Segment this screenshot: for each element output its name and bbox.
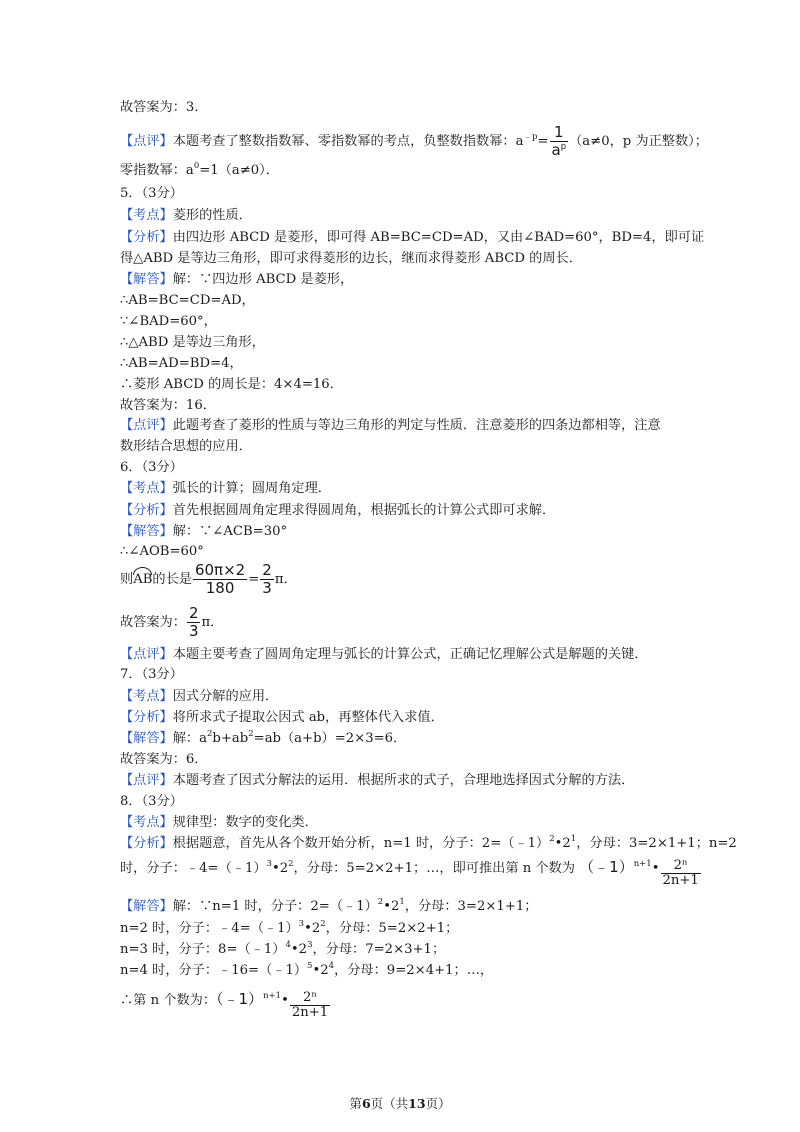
total-pages: 13 <box>408 1096 426 1111</box>
q5-step-3: ∴△ABD 是等边三角形， <box>120 335 265 350</box>
q6-topic: 【考点】弧长的计算；圆周角定理． <box>120 481 331 496</box>
fraction-general-term: $\frac{\text{2ⁿ}}{2n+1}$ <box>662 858 699 888</box>
question-5-header: 5．（3分） <box>120 186 183 201</box>
q5-solution: 【解答】解：∵四边形 ABCD 是菱形， <box>120 272 354 287</box>
q5-step-4: ∴AB=AD=BD=4， <box>120 356 243 371</box>
answer-line-q4: 故答案为：3． <box>120 100 208 115</box>
q6-step-1: ∴∠AOB=60° <box>120 544 204 559</box>
arc-ab: AB <box>133 568 152 589</box>
fraction-arc-formula: $\frac{60\pi\times 2}{180}$ <box>194 561 246 597</box>
q5-step-1: ∴AB=BC=CD=AD， <box>120 293 255 308</box>
q5-comment: 【点评】此题考查了菱形的性质与等边三角形的判定与性质．注意菱形的四条边都相等，注意 <box>120 418 661 433</box>
q8-solution: 【解答】解：∵n=1 时，分子：$2=(﹣1)^2•2^1$，分母：3=2×1+1； <box>120 897 538 914</box>
q5-analysis: 【分析】由四边形 ABCD 是菱形，即可得 AB=BC=CD=AD，又由∠BAD=60°，BD=4，即可证 <box>120 230 705 245</box>
q5-step-2: ∵∠BAD=60°， <box>120 314 217 329</box>
fraction-negative-power: $\frac{1}{a^p}$ <box>551 123 567 159</box>
q7-solution: 【解答】解：$a^2b+ab^2=ab(a+b)=2\times 3=6$． <box>120 729 407 746</box>
q7-comment: 【点评】本题考查了因式分解法的运用．根据所求的式子，合理地选择因式分解的方法． <box>120 773 635 788</box>
question-8-header: 8．（3分） <box>120 794 183 809</box>
fraction-conclusion: $\frac{\text{2ⁿ}}{2n+1}$ <box>291 990 329 1020</box>
q8-analysis-cont: 时，分子：$﹣4=(﹣1)^3•2^2$，分母：5=2×2+1；…，即可推出第 n 个数为 （﹣1）$^{n+1}$• $\frac{\text{2ⁿ}}{2n+1}$ <box>120 858 699 888</box>
question-7-header: 7．（3分） <box>120 667 183 682</box>
q8-topic: 【考点】规律型：数字的变化类． <box>120 815 318 830</box>
zero-power-line: 零指数幂：$a^0=1(a\ne 0)$． <box>120 161 279 178</box>
q5-analysis-cont: 得△ABD 是等边三角形，即可求得菱形的边长，继而求得菱形 ABCD 的周长． <box>120 251 582 266</box>
q6-answer: 故答案为： $\frac{2}{3}$ π． <box>120 604 224 640</box>
comment-tag: 【点评】 <box>120 134 173 149</box>
comment-line-q4: 【点评】本题考查了整数指数幂、零指数幂的考点，负整数指数幂：$a^{﹣p}=$ $\frac{1}{a^p}$ （a≠0，p 为正整数）； <box>120 123 708 159</box>
page-number: 6 <box>361 1096 371 1111</box>
page-footer: 第6页（共13页） <box>349 1096 451 1111</box>
q5-step-5: ∴菱形 ABCD 的周长是：4×4=16． <box>120 377 343 392</box>
q8-step-n3: n=3 时，分子：$8=(﹣1)^4•2^3$，分母：7=2×3+1； <box>120 940 446 957</box>
fraction-two-thirds-answer: $\frac{2}{3}$ <box>188 604 199 640</box>
q6-comment: 【点评】本题主要考查了圆周角定理与弧长的计算公式，正确记忆理解公式是解题的关键． <box>120 647 648 662</box>
question-6-header: 6．（3分） <box>120 460 183 475</box>
q7-answer: 故答案为：6． <box>120 752 208 767</box>
q7-analysis: 【分析】将所求式子提取公因式 ab，再整体代入求值． <box>120 710 444 725</box>
q5-topic: 【考点】菱形的性质． <box>120 208 252 223</box>
q8-step-n2: n=2 时，分子：$﹣4=(﹣1)^3•2^2$，分母：5=2×2+1； <box>120 919 459 936</box>
q6-analysis: 【分析】首先根据圆周角定理求得圆周角，根据弧长的计算公式即可求解． <box>120 503 556 518</box>
q6-solution: 【解答】解：∵∠ACB=30° <box>120 524 288 539</box>
q7-topic: 【考点】因式分解的应用． <box>120 689 279 704</box>
q6-arc-length-line: 则AB的长是 $\frac{60\pi\times 2}{180}$ = $\frac{2}{3}$ π． <box>120 561 297 597</box>
fraction-two-thirds: $\frac{2}{3}$ <box>262 561 272 597</box>
q5-answer: 故答案为：16． <box>120 398 216 413</box>
q8-analysis: 【分析】根据题意，首先从各个数开始分析，n=1 时，分子：$2=(﹣1)^2•2^1$，分母：3=2×1+1；n=2 <box>120 834 737 851</box>
q8-conclusion: ∴第 n 个数为：（﹣1）$^{n+1}$• $\frac{\text{2ⁿ}}{2n+1}$ <box>120 990 329 1020</box>
q8-step-n4: n=4 时，分子：$﹣16=(﹣1)^5•2^4$，分母：9=2×4+1；…， <box>120 961 494 978</box>
q5-comment-cont: 数形结合思想的应用． <box>120 439 252 454</box>
